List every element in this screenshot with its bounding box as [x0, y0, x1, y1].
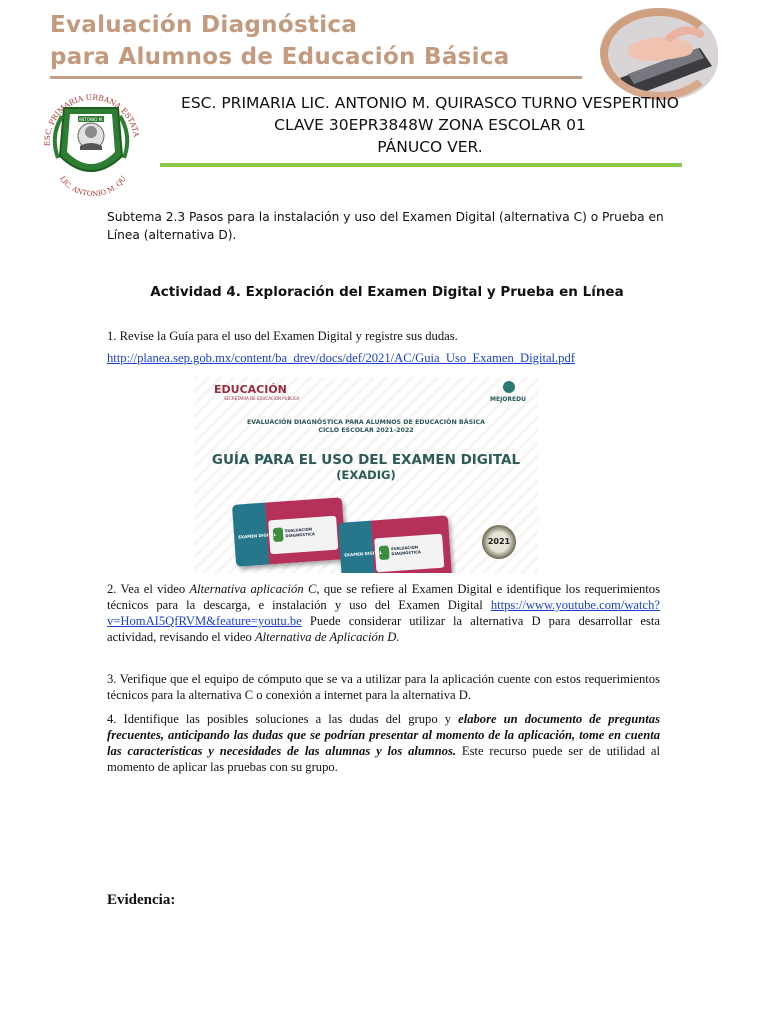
green-divider	[160, 163, 682, 167]
seal-ribbon-text: ANTONIO M.	[78, 117, 104, 122]
card-title: EVALUACIÓN DIAGNÓSTICA	[284, 526, 316, 539]
header-title-line1: Evaluación Diagnóstica	[50, 12, 358, 38]
header-title-line2: para Alumnos de Educación Básica	[50, 44, 510, 70]
seal-ring-text: ESC. PRIMARIA URBANA ESTATA	[42, 92, 141, 147]
youtube-link[interactable]: https://www.youtube.com/watch?v=HomAI5QfRVM&feature=youtu.be	[107, 598, 660, 628]
card-label: EXAMEN DIGITAL	[238, 531, 277, 540]
exam-card-icon	[338, 515, 452, 573]
item-2-video-title: Alternativa aplicación C	[189, 582, 317, 596]
tan-divider	[50, 76, 582, 79]
mejoredu-logo: MEJOREDU	[490, 396, 526, 403]
exam-card-icon	[232, 497, 346, 567]
subtema-text: Subtema 2.3 Pasos para la instalación y uso del Examen Digital (alternativa C) o Prueba en Línea (alternativa D).	[107, 210, 664, 242]
item-4-text	[107, 711, 660, 775]
educacion-logo: EDUCACIÓN	[214, 383, 287, 396]
guide-pdf-link[interactable]: http://planea.sep.gob.mx/content/ba_drev/docs/def/2021/AC/Guia_Uso_Examen_Digital.pdf	[107, 351, 575, 365]
laptop-hand-photo	[600, 8, 718, 100]
guide-eval-line1: EVALUACIÓN DIAGNÓSTICA PARA ALUMNOS DE EDUCACIÓN BÁSICA	[247, 419, 485, 426]
school-seal-logo	[30, 86, 150, 198]
card-title: EVALUACIÓN DIAGNÓSTICA	[390, 544, 422, 557]
item-4-a: 4. Identifique las posibles soluciones a las dudas del grupo y	[107, 712, 459, 726]
card-label: EXAMEN DIGITAL	[344, 549, 383, 558]
mejoredu-icon	[503, 381, 515, 393]
item-3-text: 3. Verifique que el equipo de cómputo que se va a utilizar para la aplicación cuente con estos requerimientos técnicos para la alternativa C o conexión a internet para la alternativa D.	[107, 672, 660, 702]
item-1-text: 1. Revise la Guía para el uso del Examen Digital y registre sus dudas.	[107, 329, 458, 343]
evidence-heading: Evidencia:	[107, 892, 176, 908]
item-2-text	[107, 581, 660, 645]
educacion-sub: SECRETARÍA DE EDUCACIÓN PÚBLICA	[224, 396, 300, 401]
guide-cover-image	[194, 377, 538, 573]
guide-title-line2: (EXADIG)	[336, 468, 396, 482]
item-2-a: 2. Vea el video	[107, 582, 190, 596]
badge-year: 2021	[487, 537, 511, 546]
guide-title-line1: GUÍA PARA EL USO DEL EXAMEN DIGITAL	[211, 452, 521, 468]
seal-bottom-text: LIC. ANTONIO M. QU	[58, 174, 128, 198]
item-2-b: , que se refiere al Examen Digital e identifique los requerimientos técnicos para la descarga, e instalación y uso del Examen Digital	[107, 582, 660, 612]
item-4-b: Este recurso puede ser de utilidad al momento de aplicar las pruebas con su grupo.	[107, 744, 660, 774]
item-4-bold: elabore un documento de preguntas frecuentes, anticipando las dudas que se podrían presentar al momento de la aplicación, tome en cuenta las características y necesidades de las alumnas y los alumnos.	[107, 712, 660, 758]
guide-eval-line2: CICLO ESCOLAR 2021-2022	[318, 427, 414, 434]
item-2-c: Puede considerar utilizar la alternativa D para desarrollar esta actividad, revisando el video	[107, 614, 660, 644]
item-2-video2-title: Alternativa de Aplicación D.	[254, 630, 400, 644]
anniversary-badge-icon	[482, 525, 516, 559]
school-name: ESC. PRIMARIA LIC. ANTONIO M. QUIRASCO TURNO VESPERTINO	[181, 94, 679, 112]
school-location: PÁNUCO VER.	[377, 138, 483, 156]
school-clave: CLAVE 30EPR3848W ZONA ESCOLAR 01	[274, 116, 586, 134]
activity-title: Actividad 4. Exploración del Examen Digital y Prueba en Línea	[150, 284, 624, 300]
